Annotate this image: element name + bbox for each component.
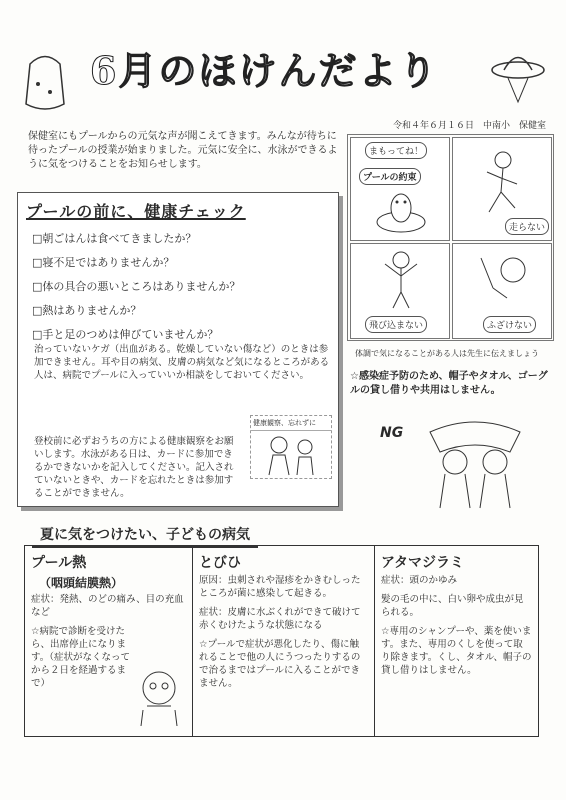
tobihi-col bbox=[193, 546, 375, 736]
page-title: 6月のほけんだより bbox=[90, 48, 439, 93]
penguin-icon bbox=[373, 188, 429, 236]
parent-child-illustration bbox=[250, 415, 332, 479]
disease-name: プール熱 bbox=[31, 555, 87, 571]
disease-advice: ☆プールで症状が悪化したり、傷に触れることで他の人にうつったりするので治るまではプールに入ることができません。 bbox=[199, 639, 361, 689]
check-title: プールの前に、健康チェック bbox=[26, 202, 246, 221]
check-note-1: 治っていないケガ（出血がある。乾燥していない傷など）のときは参加できません。耳や目の病気、皮膚の病気など気になるところがある人は、病院でプールに入っていいか相談をしておいてください。 bbox=[34, 344, 330, 381]
promise-note: 体調で気になることがある人は先生に伝えましょう bbox=[355, 349, 539, 358]
disease-name: とびひ bbox=[199, 555, 241, 571]
diving-child-icon bbox=[371, 248, 431, 312]
playing-child-icon bbox=[473, 248, 533, 312]
disease-symptom: 症状：発熱、のどの痛み、目の充血など bbox=[31, 594, 184, 618]
illus-caption: 健康観察、忘れずに bbox=[251, 416, 331, 431]
date-line: 令和４年６月１６日 中南小 保健室 bbox=[392, 121, 546, 131]
disease-name: アタマジラミ bbox=[381, 555, 465, 571]
people-icon bbox=[251, 431, 329, 477]
disease-advice: ☆専用のシャンプーや、薬を使います。また、専用のくしを使って取り除きます。くし、タオル、帽子の貸し借りはしません。 bbox=[381, 626, 532, 676]
check-item: □体の具合の悪いところはありませんか？ bbox=[32, 280, 241, 293]
health-check-box bbox=[17, 192, 339, 507]
pool-promise-panel bbox=[347, 134, 554, 341]
check-item: □手と足のつめは伸びていませんか？ bbox=[32, 328, 219, 341]
check-item: □朝ごはんは食べてきましたか？ bbox=[32, 232, 197, 245]
no-running-panel bbox=[452, 137, 552, 241]
bag-icon bbox=[20, 44, 70, 114]
diseases-table bbox=[24, 545, 539, 737]
disease-detail: 髪の毛の中に、白い卵や成虫が見られる。 bbox=[381, 594, 524, 618]
check-list bbox=[32, 227, 240, 347]
running-child-icon bbox=[473, 148, 533, 218]
intro-text: 保健室にもプールからの元気な声が聞こえてきます。みんなが待ちに待ったプールの授業が始まりました。元気に安全に、水泳ができるように気をつけることをお知らせします。 bbox=[28, 131, 338, 170]
promise-title: プールの約束 bbox=[359, 168, 421, 185]
check-item: □熱はありませんか？ bbox=[32, 304, 142, 317]
disease-advice: ☆病院で診断を受けたら、出席停止になります。（症状がなくなってから２日を経過するまで） bbox=[31, 626, 130, 689]
lice-col bbox=[375, 546, 538, 736]
check-item: □寝不足ではありませんか？ bbox=[32, 256, 175, 269]
sick-child-icon bbox=[133, 664, 185, 728]
tag-no-horseplay: ふざけない bbox=[483, 316, 536, 333]
no-horseplay-panel bbox=[452, 243, 552, 339]
tag-no-diving: 飛び込まない bbox=[365, 316, 427, 333]
disease-cause: 原因：虫刺されや湿疹をかきむしったところが菌に感染して起きる。 bbox=[199, 575, 361, 599]
diseases-title: 夏に気をつけたい、子どもの病気 bbox=[32, 522, 258, 548]
promise-badge: まもってね！ bbox=[365, 142, 427, 159]
ng-label: NG bbox=[380, 425, 404, 441]
no-diving-panel bbox=[350, 243, 450, 339]
check-note-2: 登校前に必ずおうちの方による健康観察をお願いします。水泳がある日は、カードに参加できるかできないかを記入してください。記入されていないときや、カードを忘れたときは参加することができません。 bbox=[34, 436, 234, 499]
disease-symptom: 症状：皮膚に水ぶくれができて破けて赤くむけたような状態になる bbox=[199, 607, 361, 631]
towel-sharing-icon bbox=[410, 412, 540, 510]
ufo-icon bbox=[490, 40, 546, 110]
infection-notice: ☆感染症予防のため、帽子やタオル、ゴーグルの貸し借りや共用はしません。 bbox=[350, 371, 548, 396]
header bbox=[20, 40, 546, 120]
promise-title-panel bbox=[350, 137, 450, 241]
tag-no-running: 走らない bbox=[505, 218, 549, 235]
disease-symptom: 症状：頭のかゆみ bbox=[381, 575, 458, 586]
disease-subname: （咽頭結膜熱） bbox=[39, 576, 124, 590]
pool-fever-col bbox=[25, 546, 193, 736]
